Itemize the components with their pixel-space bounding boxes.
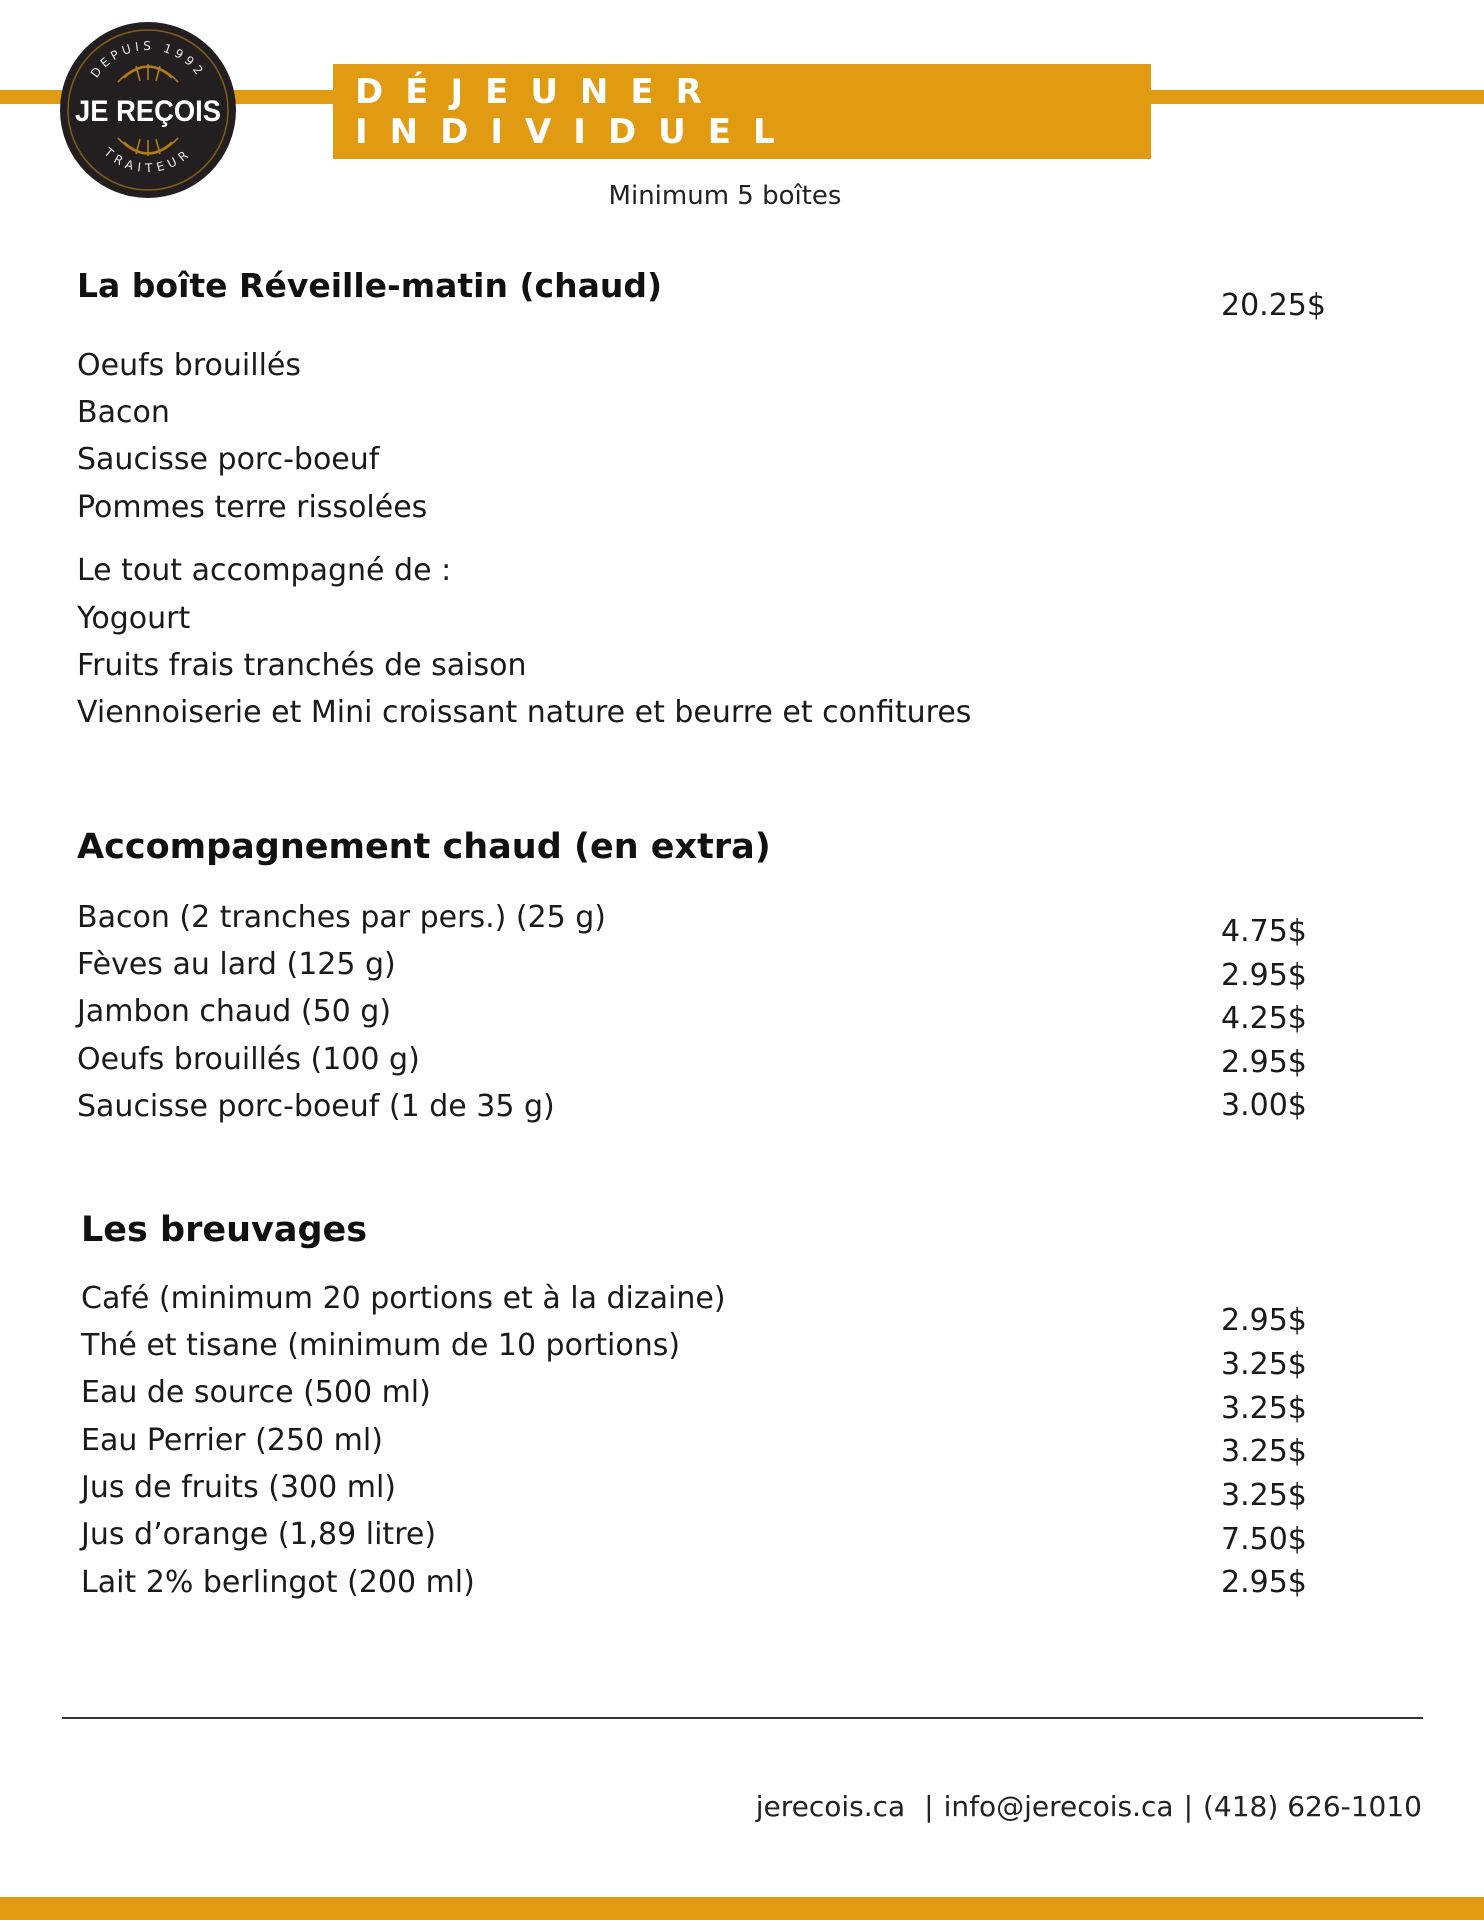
extra-item-label: Jambon chaud (50 g) <box>77 994 392 1029</box>
logo-name: JE REÇOIS <box>75 95 221 128</box>
drink-item-label: Eau Perrier (250 ml) <box>81 1423 383 1458</box>
extra-item-label: Saucisse porc-boeuf (1 de 35 g) <box>77 1089 555 1124</box>
box-heading: La boîte Réveille-matin (chaud) <box>77 266 663 305</box>
extra-item-price: 4.25$ <box>1221 1001 1307 1036</box>
extra-item-price: 3.00$ <box>1221 1088 1307 1123</box>
drink-item-price: 2.95$ <box>1221 1565 1307 1600</box>
minimum-note: Minimum 5 boîtes <box>608 181 842 211</box>
logo-ring-bottom: TRAITEUR <box>101 145 195 176</box>
drink-item-price: 7.50$ <box>1221 1522 1307 1557</box>
drink-item-label: Thé et tisane (minimum de 10 portions) <box>81 1328 681 1363</box>
je-recois-logo <box>58 20 238 200</box>
accompaniment-item: Fruits frais tranchés de saison <box>77 648 527 683</box>
logo-ring-top: DEPUIS 1992 <box>87 38 209 81</box>
footer-divider <box>62 1717 1423 1719</box>
extra-item-label: Oeufs brouillés (100 g) <box>77 1042 420 1077</box>
title-banner <box>333 64 1151 159</box>
drink-item-price: 3.25$ <box>1221 1391 1307 1426</box>
drink-item-price: 2.95$ <box>1221 1303 1307 1338</box>
accompaniment-item: Viennoiserie et Mini croissant nature et beurre et confitures <box>77 695 972 730</box>
accompaniment-label: Le tout accompagné de : <box>77 553 452 588</box>
drink-item-price: 3.25$ <box>1221 1347 1307 1382</box>
drink-item-label: Lait 2% berlingot (200 ml) <box>81 1565 475 1600</box>
box-item: Pommes terre rissolées <box>77 490 428 525</box>
drink-item-label: Café (minimum 20 portions et à la dizaine) <box>81 1281 726 1316</box>
bottom-accent-rule <box>0 1897 1484 1920</box>
drink-item-label: Eau de source (500 ml) <box>81 1375 431 1410</box>
extras-heading: Accompagnement chaud (en extra) <box>77 827 771 867</box>
extra-item-label: Bacon (2 tranches par pers.) (25 g) <box>77 900 607 935</box>
drinks-heading: Les breuvages <box>81 1210 368 1250</box>
website-link[interactable]: jerecois.ca <box>755 1790 906 1823</box>
extra-item-price: 2.95$ <box>1221 1045 1307 1080</box>
drink-item-label: Jus d’orange (1,89 litre) <box>81 1517 437 1552</box>
drink-item-price: 3.25$ <box>1221 1434 1307 1469</box>
phone-number[interactable]: (418) 626-1010 <box>1203 1790 1422 1823</box>
box-item: Saucisse porc-boeuf <box>77 442 380 477</box>
drink-item-price: 3.25$ <box>1221 1478 1307 1513</box>
extra-item-price: 4.75$ <box>1221 914 1307 949</box>
extra-item-label: Fèves au lard (125 g) <box>77 947 396 982</box>
extra-item-price: 2.95$ <box>1221 958 1307 993</box>
drink-item-label: Jus de fruits (300 ml) <box>81 1470 396 1505</box>
box-item: Bacon <box>77 395 170 430</box>
page-title: DÉJEUNER INDIVIDUEL <box>355 71 797 152</box>
accompaniment-item: Yogourt <box>77 601 191 636</box>
box-price: 20.25$ <box>1221 288 1326 323</box>
footer-contact: jerecois.ca | info@jerecois.ca | (418) 626-1010 <box>755 1790 1422 1823</box>
email-link[interactable]: info@jerecois.ca <box>943 1790 1174 1823</box>
box-item: Oeufs brouillés <box>77 348 301 383</box>
